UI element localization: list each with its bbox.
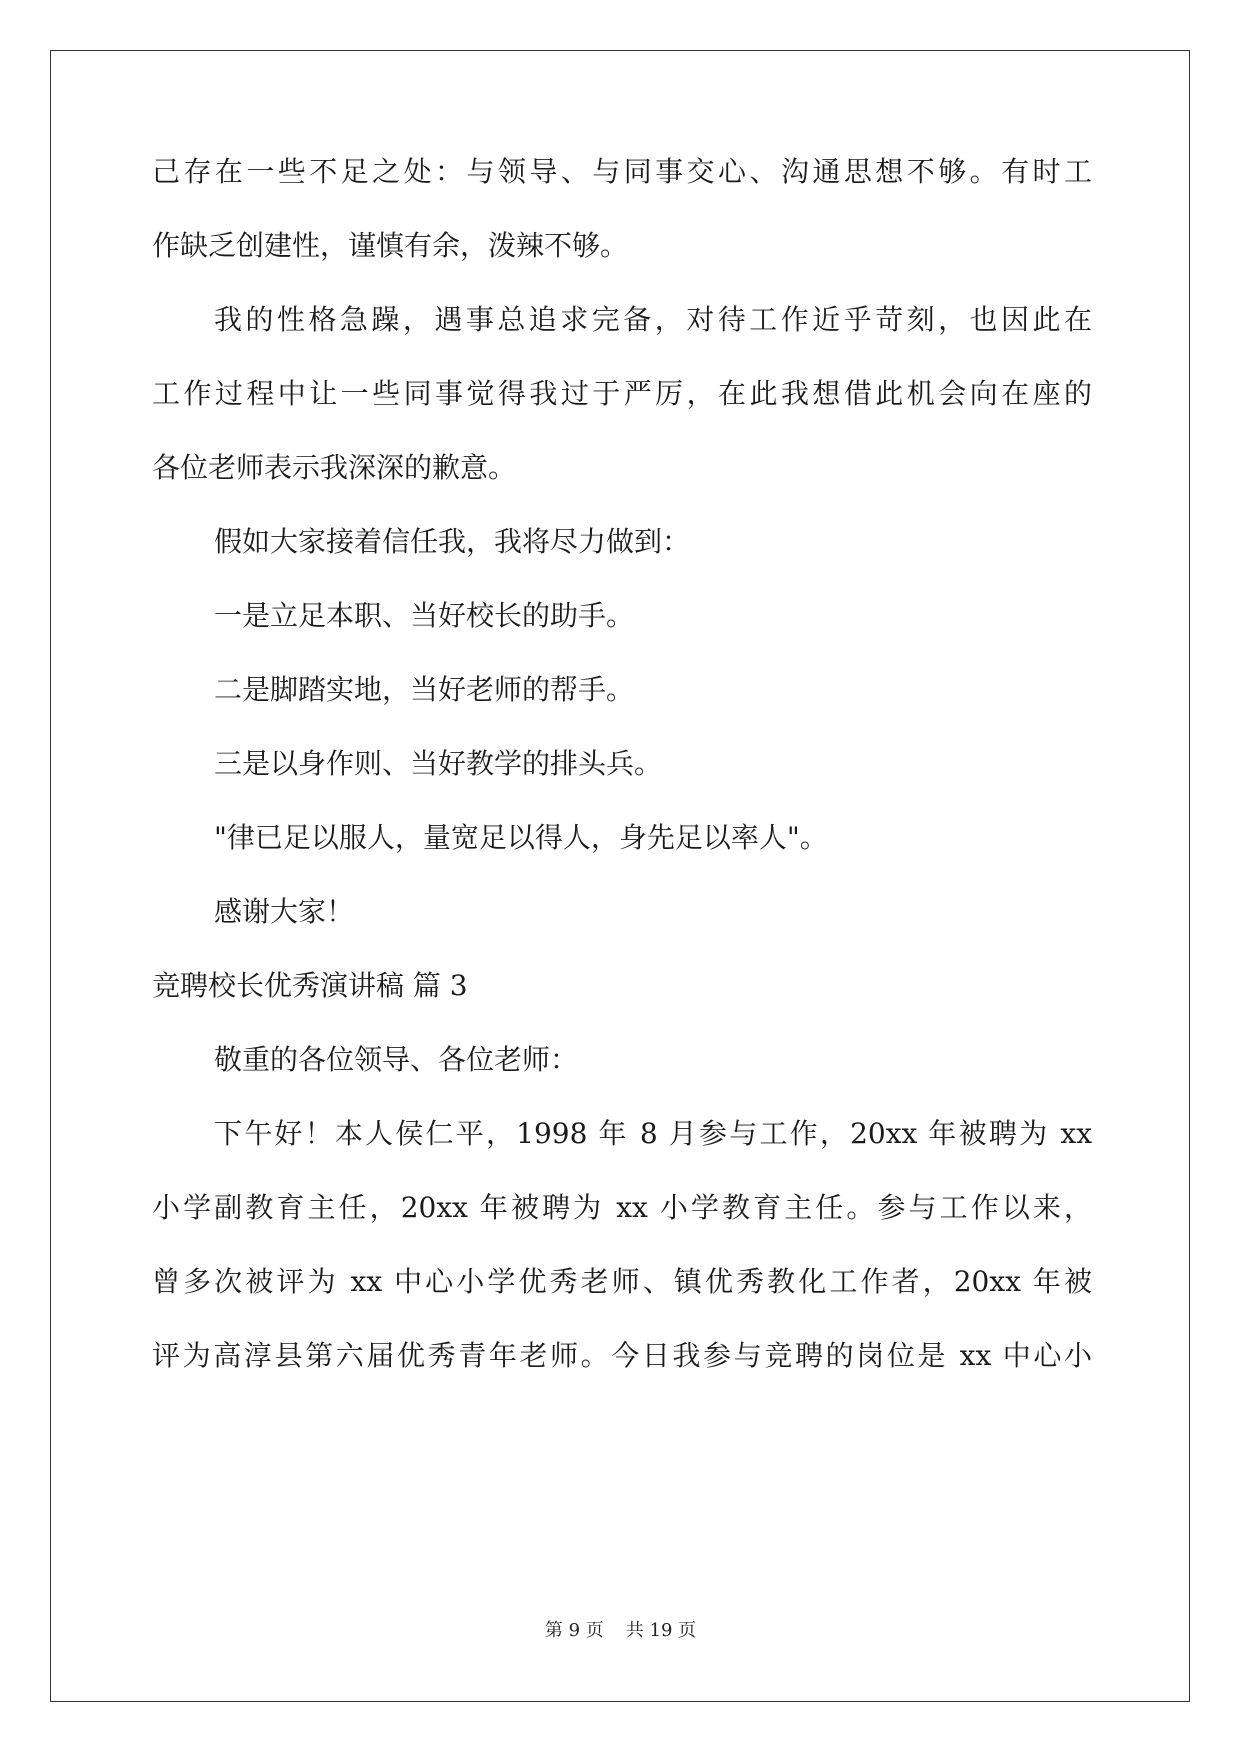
paragraph-line: 小学副教育主任，20xx 年被聘为 xx 小学教育主任。参与工作以来，: [152, 1191, 1092, 1224]
page-number: 第 9 页: [544, 1620, 604, 1641]
paragraph-line: 曾多次被评为 xx 中心小学优秀老师、镇优秀教化工作者，20xx 年被: [152, 1265, 1092, 1298]
paragraph-line: 下午好！本人侯仁平，1998 年 8 月参与工作，20xx 年被聘为 xx: [214, 1117, 1092, 1150]
paragraph-line: 各位老师表示我深深的歉意。: [152, 451, 517, 484]
paragraph-line: 我的性格急躁，遇事总追求完备，对待工作近乎苛刻，也因此在: [214, 303, 1092, 336]
list-item: 一是立足本职、当好校长的助手。: [214, 599, 635, 632]
section-heading: 竞聘校长优秀演讲稿 篇 3: [152, 969, 468, 1002]
closing-line: 感谢大家！: [214, 895, 355, 928]
list-item: 三是以身作则、当好教学的排头兵。: [214, 747, 663, 780]
paragraph-line: 己存在一些不足之处：与领导、与同事交心、沟通思想不够。有时工: [152, 155, 1092, 188]
quote-line: "律已足以服人，量宽足以得人，身先足以率人"。: [214, 821, 828, 854]
paragraph-line: 工作过程中让一些同事觉得我过于严厉，在此我想借此机会向在座的: [152, 377, 1092, 410]
paragraph-line: 假如大家接着信任我，我将尽力做到：: [214, 525, 691, 558]
paragraph-line: 作缺乏创建性，谨慎有余，泼辣不够。: [152, 229, 629, 262]
page-footer: [0, 1619, 1241, 1643]
paragraph-line: 评为高淳县第六届优秀青年老师。今日我参与竞聘的岗位是 xx 中心小: [152, 1339, 1092, 1372]
page-total: 共 19 页: [625, 1620, 697, 1641]
page-border: [50, 50, 1190, 1702]
list-item: 二是脚踏实地，当好老师的帮手。: [214, 673, 635, 706]
salutation-line: 敬重的各位领导、各位老师：: [214, 1043, 579, 1076]
